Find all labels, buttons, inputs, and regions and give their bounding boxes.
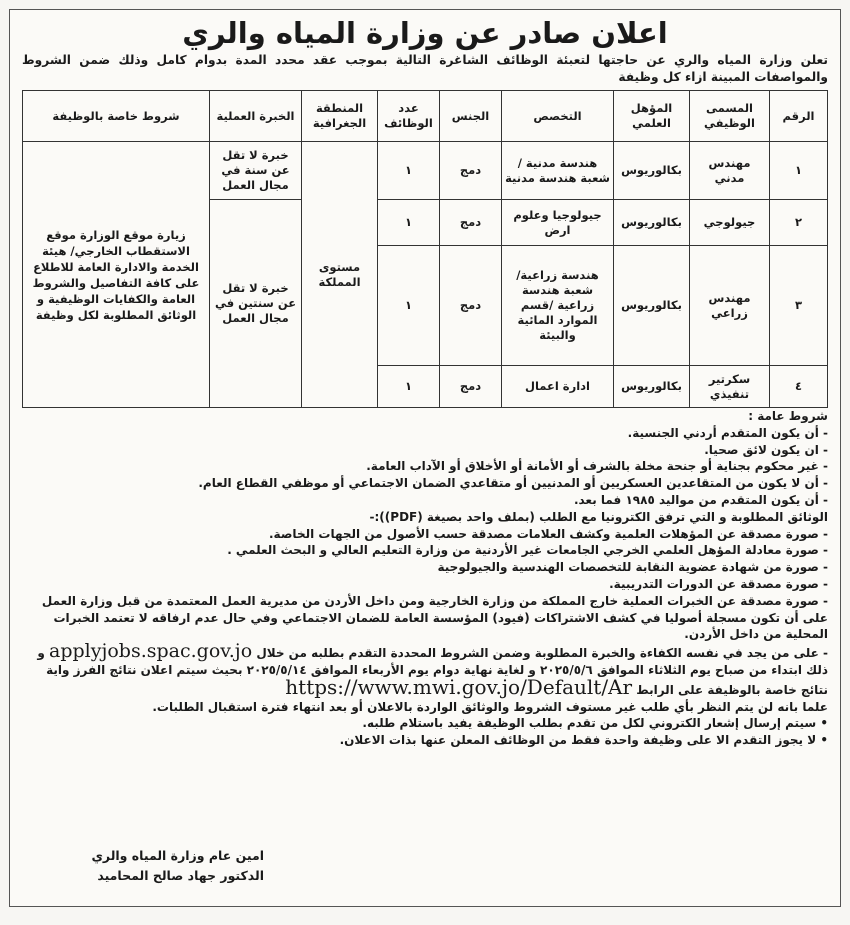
list-item: - صورة مصدقة عن المؤهلات العلمية وكشف العلامات مصدقة حسب الأصول من الجهات الخاصة. [269, 526, 828, 541]
cell-job-title: سكرتير تنفيذي [690, 366, 770, 408]
list-item: - ان يكون لائق صحيا. [704, 442, 828, 457]
cell-job-title: جيولوجي [690, 200, 770, 246]
cell-num: ٤ [770, 366, 828, 408]
signature-title: امين عام وزارة المياه والري [91, 848, 264, 863]
cell-qualification: بكالوريوس [614, 200, 690, 246]
list-item: - أن لا يكون من المتقاعدين العسكريين أو المدنيين أو متقاعدي الضمان الاجتماعي أو موظفي القطاع العام. [198, 476, 828, 491]
cell-qualification: بكالوريوس [614, 366, 690, 408]
cell-experience-2: خبرة لا تقل عن سنتين في مجال العمل [210, 200, 302, 408]
cell-gender: دمج [440, 200, 502, 246]
page-title: اعلان صادر عن وزارة المياه والري [182, 16, 668, 50]
list-item: - صورة معادلة المؤهل العلمي الخرجي الجامعات غير الأردنية من وزارة التعليم العالي و البحث العلمي . [227, 543, 828, 558]
jobs-table [22, 90, 828, 408]
signature-block [10, 846, 840, 886]
announcement-page [9, 9, 841, 907]
list-item: - صورة مصدقة عن الدورات التدريبية. [609, 576, 828, 591]
cell-num: ٢ [770, 200, 828, 246]
apply-intro: - على من يجد في نفسه الكفاءة والخبرة المطلوبة وضمن الشروط المحددة التقدم بطلبه من خلال [256, 646, 828, 661]
list-item: - أن يكون المتقدم أردني الجنسية. [627, 425, 828, 440]
list-item: - صورة من شهادة عضوية النقابة للتخصصات الهندسية والجيولوجية [437, 560, 828, 575]
cell-qualification: بكالوريوس [614, 246, 690, 366]
cell-job-title: مهندس مدني [690, 142, 770, 200]
cell-qualification: بكالوريوس [614, 142, 690, 200]
cell-num: ٣ [770, 246, 828, 366]
note-item: علما بانه لن يتم النظر بأي طلب غير مستوف الشروط والوثائق الواردة بالاعلان أو بعد انتهاء فترة استقبال الطلبات. [152, 699, 828, 714]
general-conditions-heading: شروط عامة : [748, 409, 828, 423]
list-item: - أن يكون المتقدم من مواليد ١٩٨٥ فما بعد. [573, 492, 828, 507]
application-instructions [22, 640, 828, 749]
cell-count: ١ [378, 142, 440, 200]
ministry-website-link[interactable]: https://www.mwi.gov.jo/Default/Ar [285, 674, 633, 699]
cell-gender: دمج [440, 246, 502, 366]
general-conditions [22, 408, 828, 509]
header-job-title: المسمى الوظيفي [690, 91, 770, 142]
header-experience: الخبرة العملية [210, 91, 302, 142]
apply-body: و ذلك ابتداء من صباح يوم الثلاثاء الموافق ٢٠٢٥/٥/٦ و لغاية نهاية دوام يوم الأربعاء الموافق ٢٠٢٥/٥/١٤ بحيث سيتم اعلان نتائج الفرز واية نتائج خاصة بالوظيفة على الرابط [37, 646, 828, 697]
table-header-row [23, 91, 828, 142]
cell-specialization: هندسة مدنية /شعبة هندسة مدنية [502, 142, 614, 200]
note-item: • لا يجوز التقدم الا على وظيفة واحدة فقط من الوظائف المعلن عنها بذات الاعلان. [339, 733, 828, 748]
cell-gender: دمج [440, 142, 502, 200]
cell-specialization: ادارة اعمال [502, 366, 614, 408]
header-num: الرقم [770, 91, 828, 142]
cell-count: ١ [378, 246, 440, 366]
cell-experience-1: خبرة لا تقل عن سنة في مجال العمل [210, 142, 302, 200]
cell-count: ١ [378, 200, 440, 246]
cell-job-title: مهندس زراعي [690, 246, 770, 366]
header-specialization: التخصص [502, 91, 614, 142]
required-documents-heading: الوثائق المطلوبة و التي ترفق الكترونيا مع الطلب (بملف واحد بصيغة (PDF)):- [369, 509, 828, 524]
header-count: عدد الوظائف [378, 91, 440, 142]
cell-region: مستوى المملكة [302, 142, 378, 408]
note-item: • سيتم إرسال إشعار الكتروني لكل من تقدم بطلب الوظيفة يفيد باستلام طلبه. [362, 716, 828, 731]
header-conditions: شروط خاصة بالوظيفة [23, 91, 210, 142]
apply-site-link[interactable]: applyjobs.spac.gov.jo [49, 640, 253, 663]
signature-name: الدكتور جهاد صالح المحاميد [97, 868, 264, 883]
cell-specialization: جيولوجيا وعلوم ارض [502, 200, 614, 246]
cell-num: ١ [770, 142, 828, 200]
required-documents [22, 509, 828, 643]
header-qualification: المؤهل العلمي [614, 91, 690, 142]
intro-paragraph: تعلن وزارة المياه والري عن حاجتها لتعبئة الوظائف الشاغرة التالية بموجب عقد محدد المدة بدوام كامل وذلك ضمن الشروط والمواصفات المبينة ازاء كل وظيفة [22, 53, 828, 84]
cell-specialization: هندسة زراعية/ شعبة هندسة زراعية /قسم الموارد المائية والبيئة [502, 246, 614, 366]
table-row [23, 142, 828, 200]
header-region: المنطقة الجغرافية [302, 91, 378, 142]
list-item: - صورة مصدقة عن الخبرات العملية خارج المملكة من وزارة الخارجية ومن داخل الأردن من مديرية العمل المعتمدة من قبل وزارة العمل على أن تكون مسجلة أصوليا في كشف الاشتراكات (فيود) المؤسسة العامة للضمان الاجتماعي وفي حال عدم ارفاقه لا تعتمد الخبرات المحلية من داخل الأردن. [41, 593, 828, 642]
cell-count: ١ [378, 366, 440, 408]
cell-gender: دمج [440, 366, 502, 408]
list-item: - غير محكوم بجناية أو جنحة مخلة بالشرف أو الأمانة أو الأخلاق أو الآداب العامة. [366, 459, 828, 474]
header-gender: الجنس [440, 91, 502, 142]
cell-conditions: زيارة موقع الوزارة موقع الاستقطاب الخارجي/ هيئة الخدمة والادارة العامة للاطلاع على كافة التفاصيل والشروط العامة والكفايات الوظيفية و الوثائق المطلوبة لكل وظيفة [23, 142, 210, 408]
apply-paragraph [22, 640, 828, 699]
